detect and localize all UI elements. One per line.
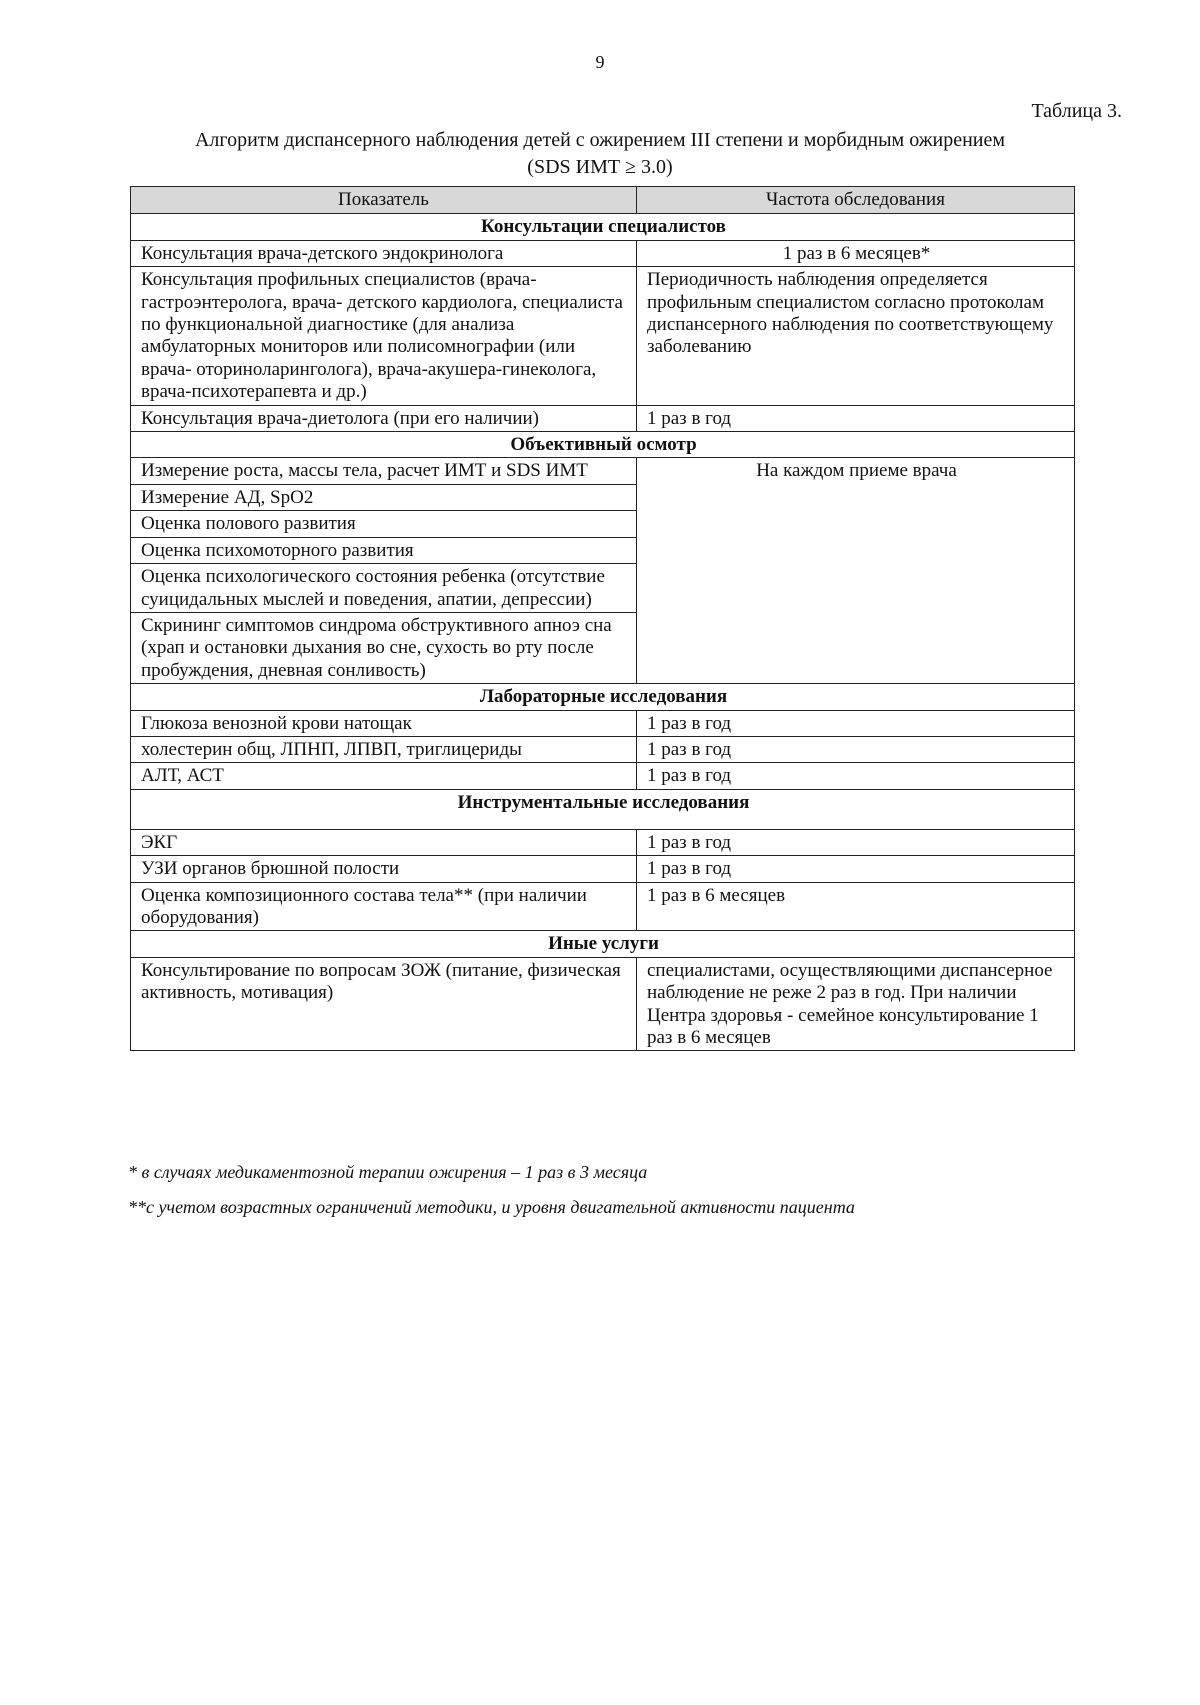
frequency-cell: 1 раз в год xyxy=(637,763,1075,789)
frequency-cell: 1 раз в 6 месяцев xyxy=(637,882,1075,931)
frequency-cell: Периодичность наблюдения определяется профильным специалистом согласно протоколам диспансерного наблюдения по соответствующему заболеванию xyxy=(637,267,1075,405)
page-number: 9 xyxy=(595,52,605,72)
section-title-instrumental: Инструментальные исследования xyxy=(131,789,1075,829)
indicator-cell: ЭКГ xyxy=(131,829,637,855)
title-line-2: (SDS ИМТ ≥ 3.0) xyxy=(527,156,673,178)
table-header-row xyxy=(131,187,1075,214)
indicator-cell: Оценка психомоторного развития xyxy=(131,537,637,563)
frequency-cell: 1 раз в год xyxy=(637,856,1075,882)
footnote-2: **с учетом возрастных ограничений методики, и уровня двигательной активности пациента xyxy=(128,1197,855,1217)
indicator-cell: Консультация врача-диетолога (при его наличии) xyxy=(131,405,637,431)
title-line-1: Алгоритм диспансерного наблюдения детей с ожирением III степени и морбидным ожирением xyxy=(194,129,1006,151)
frequency-cell: 1 раз в год xyxy=(637,710,1075,736)
indicator-cell: Глюкоза венозной крови натощак xyxy=(131,710,637,736)
section-title-other: Иные услуги xyxy=(131,931,1075,957)
indicator-cell: АЛТ, АСТ xyxy=(131,763,637,789)
section-title-consultations: Консультации специалистов xyxy=(131,214,1075,240)
table-row xyxy=(131,882,1075,931)
table-row xyxy=(131,829,1075,855)
section-row xyxy=(131,931,1075,957)
table-row xyxy=(131,405,1075,431)
frequency-cell: 1 раз в год xyxy=(637,405,1075,431)
section-row xyxy=(131,432,1075,458)
table-row xyxy=(131,957,1075,1051)
indicator-cell: УЗИ органов брюшной полости xyxy=(131,856,637,882)
frequency-cell: 1 раз в год xyxy=(637,829,1075,855)
indicator-cell: Оценка композиционного состава тела** (при наличии оборудования) xyxy=(131,882,637,931)
indicator-cell: Консультация профильных специалистов (врача-гастроэнтеролога, врача- детского кардиолога, специалиста по функциональной диагностике (для анализа амбулаторных мониторов или полисомнографии (или врача- оториноларинголога), врача-акушера-гинеколога, врача-психотерапевта и др.) xyxy=(131,267,637,405)
indicator-cell: Скрининг симптомов синдрома обструктивного апноэ сна (храп и остановки дыхания во сне, сухость во рту после пробуждения, дневная сонливость) xyxy=(131,612,637,683)
section-title-lab: Лабораторные исследования xyxy=(131,684,1075,710)
section-title-exam: Объективный осмотр xyxy=(131,432,1075,458)
indicator-cell: Консультация врача-детского эндокринолога xyxy=(131,240,637,266)
table-row xyxy=(131,458,1075,484)
frequency-cell: 1 раз в год xyxy=(637,736,1075,762)
document-title xyxy=(120,127,1080,181)
table-row xyxy=(131,710,1075,736)
section-row xyxy=(131,214,1075,240)
table-row xyxy=(131,240,1075,266)
section-row xyxy=(131,789,1075,829)
indicator-cell: Консультирование по вопросам ЗОЖ (питание, физическая активность, мотивация) xyxy=(131,957,637,1051)
table-row xyxy=(131,267,1075,405)
table-row xyxy=(131,763,1075,789)
indicator-cell: Измерение АД, SpO2 xyxy=(131,484,637,510)
frequency-cell: 1 раз в 6 месяцев* xyxy=(637,240,1075,266)
table-row xyxy=(131,856,1075,882)
indicator-cell: Оценка полового развития xyxy=(131,511,637,537)
dispensary-observation-table xyxy=(130,186,1075,1051)
indicator-cell: холестерин общ, ЛПНП, ЛПВП, триглицериды xyxy=(131,736,637,762)
indicator-cell: Измерение роста, массы тела, расчет ИМТ и SDS ИМТ xyxy=(131,458,637,484)
indicator-cell: Оценка психологического состояния ребенка (отсутствие суицидальных мыслей и поведения, апатии, депрессии) xyxy=(131,564,637,613)
frequency-cell: специалистами, осуществляющими диспансерное наблюдение не реже 2 раз в год. При наличии Центра здоровья - семейное консультирование 1 раз в 6 месяцев xyxy=(637,957,1075,1051)
header-frequency: Частота обследования xyxy=(637,187,1075,214)
footnotes xyxy=(128,1162,1088,1232)
header-indicator: Показатель xyxy=(131,187,637,214)
table-label: Таблица 3. xyxy=(1031,100,1122,122)
table-row xyxy=(131,736,1075,762)
footnote-1: * в случаях медикаментозной терапии ожирения – 1 раз в 3 месяца xyxy=(128,1162,648,1182)
section-row xyxy=(131,684,1075,710)
frequency-cell-merged: На каждом приеме врача xyxy=(637,458,1075,684)
